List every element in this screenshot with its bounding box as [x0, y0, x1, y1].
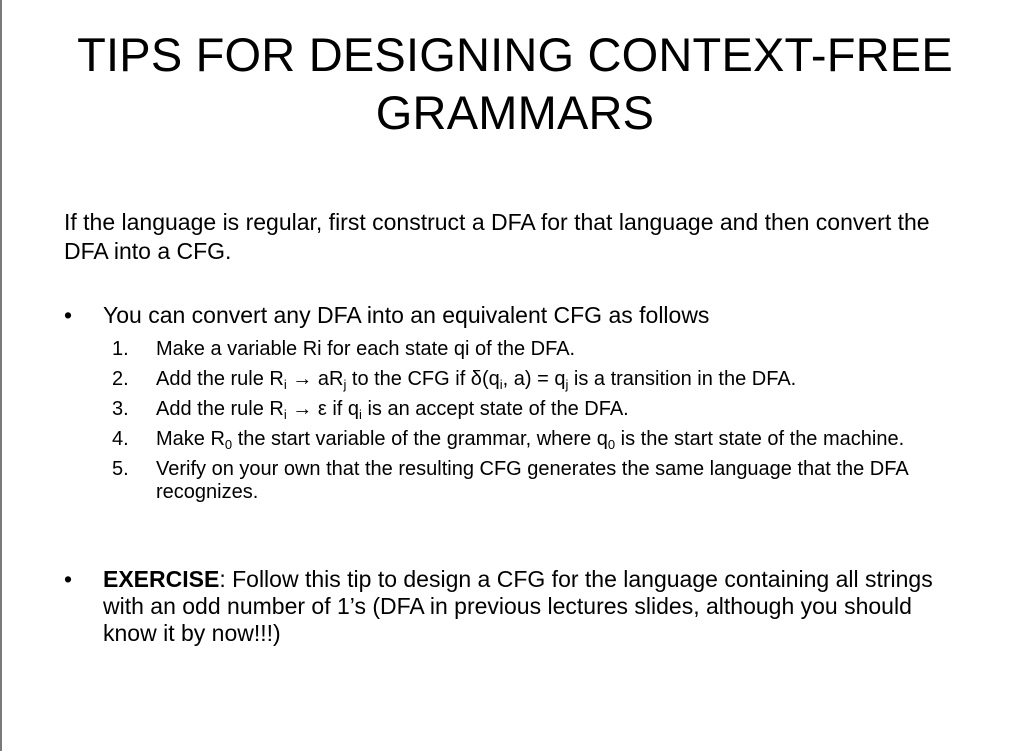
step-text: Make a variable Ri for each state qi of the DFA.	[156, 338, 576, 360]
step-number: 1.	[112, 338, 129, 360]
step-text: Add the rule $R_i \to aR_j$ to the CFG if $\delta(q_i$, $a) = q_j$ is a transition in the DFA.	[156, 368, 797, 392]
title-line-2: GRAMMARS	[375, 86, 655, 139]
bullet-text: You can convert any DFA into an equivalent CFG as follows	[103, 302, 710, 328]
numbered-steps	[112, 338, 962, 511]
step-number: 3.	[112, 398, 129, 420]
title-line-1: TIPS FOR DESIGNING CONTEXT-FREE	[77, 28, 953, 81]
exercise-text: EXERCISE: Follow this tip to design a CFG for the language containing all strings with an odd number of 1’s (DFA in previous lectures slides, although you should know it by now!!!)	[103, 566, 933, 646]
step-5	[112, 458, 962, 504]
step-3	[112, 398, 962, 421]
page-left-border	[0, 0, 2, 751]
step-text: Make $R_0$ the start variable of the grammar, where $q_0$ is the start state of the machine.	[156, 428, 905, 452]
slide-title	[60, 26, 970, 142]
step-number: 2.	[112, 368, 129, 390]
step-text: Add the rule $R_i \to \varepsilon$ if $q_i$ is an accept state of the DFA.	[156, 398, 629, 422]
step-4	[112, 428, 962, 451]
intro-paragraph: If the language is regular, first construct a DFA for that language and then convert the DFA into a CFG.	[64, 209, 930, 264]
step-text: Verify on your own that the resulting CFG generates the same language that the DFA recognizes.	[156, 458, 908, 503]
step-2	[112, 368, 962, 391]
bullet-dot: •	[64, 302, 73, 328]
bullet-dot: •	[64, 566, 73, 592]
step-1	[112, 338, 962, 361]
step-number: 5.	[112, 458, 129, 480]
exercise-label: EXERCISE	[103, 566, 220, 592]
step-number: 4.	[112, 428, 129, 450]
